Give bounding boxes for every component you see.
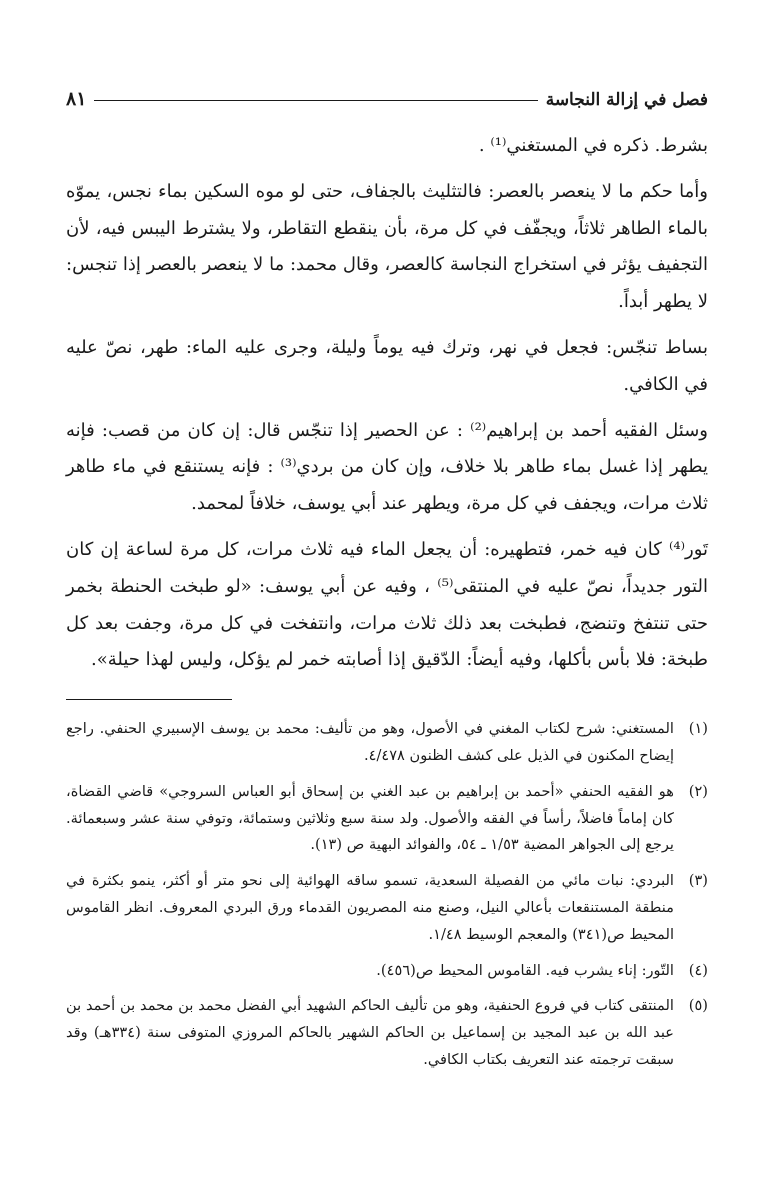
footnotes [66, 716, 708, 1074]
running-title: فصل في إزالة النجاسة [545, 90, 708, 110]
footnote-number: (١) [688, 720, 708, 738]
footnote [66, 958, 708, 985]
paragraph: وسئل الفقيه أحمد بن إبراهيم⁽²⁾ : عن الحصير إذا تنجّس قال: إن كان من قصب: فإنه يطهر إذا غسل بماء طاهر بلا خلاف، وإن كان من بردي⁽³⁾ : فإنه يستنقع في ماء طاهر ثلاث مرات، ويجفف في كل مرة، ويطهر عند أبي يوسف، خلافاً لمحمد. [66, 419, 708, 515]
footnote-text: المنتقى كتاب في فروع الحنفية، وهو من تأليف الحاكم الشهيد أبي الفضل محمد بن محمد بن أحمد بن عبد الله بن عبد المجيد بن إسماعيل بن الحاكم الشهير بالحاكم المروزي المتوفى سنة (٣٣٤هـ) وقد سبقت ترجمته عند التعريف بكتاب الكافي. [66, 997, 674, 1068]
footnote [66, 868, 708, 948]
footnote-text: هو الفقيه الحنفي «أحمد بن إبراهيم بن عبد الغني بن إسحاق أبو العباس السروجي» قاضي القضاة، كان إماماً فاضلاً، رأساً في الفقه والأصول. ولد سنة سبع وثلاثين وستمائة، وتوفي سنة عشر وسبعمائة. يرجع إلى الجواهر المضية ١/٥٣ ـ ٥٤، والفوائد البهية ص (١٣). [66, 782, 674, 854]
main-text [66, 128, 708, 679]
footnote [66, 716, 708, 770]
footnote-number: (٢) [688, 782, 708, 800]
page-number: ٨١ [66, 88, 87, 110]
paragraph: بساط تنجّس: فجعل في نهر، وترك فيه يوماً وليلة، وجرى عليه الماء: طهر، نصّ عليه في الكافي. [66, 336, 708, 395]
paragraph: وأما حكم ما لا ينعصر بالعصر: فالتثليث بالجفاف، حتى لو موه السكين بماء نجس، يموّه بالماء الطاهر ثلاثاً، ويجفّف في كل مرة، بأن ينقطع التقاطر، ولا يشترط اليبس فيه، لأن التجفيف يؤثر في استخراج النجاسة كالعصر، وقال محمد: ما لا ينعصر بالعصر إذا تنجس: لا يطهر أبداً. [66, 180, 708, 313]
footnote-text: المستغني: شرح لكتاب المغني في الأصول، وهو من تأليف: محمد بن يوسف الإسبيري الحنفي. راجع إيضاح المكنون في الذيل على كشف الظنون ٤/٤٧٨. [66, 720, 674, 764]
footnote-separator [66, 699, 232, 700]
running-header [66, 88, 708, 114]
footnote [66, 779, 708, 859]
paragraph: تَور⁽⁴⁾ كان فيه خمر، فتطهيره: أن يجعل الماء فيه ثلاث مرات، كل مرة لساعة إن كان التور جديداً، نصّ عليه في المنتقى⁽⁵⁾ ، وفيه عن أبي يوسف: «لو طبخت الحنطة بخمر حتى تنتفخ وتنضج، فطبخت بعد ذلك ثلاث مرات، وانتفخت في كل مرة، وجفت بعد كل طبخة: فلا بأس بأكلها، وفيه أيضاً: الدّقيق إذا أصابته خمر لم يؤكل، وليس لهذا حيلة». [66, 538, 708, 671]
footnote-number: (٤) [688, 961, 708, 979]
footnote-text: البردي: نبات مائي من الفصيلة السعدية، تسمو ساقه الهوائية إلى نحو متر أو أكثر، ينمو بكثرة في منطقة المستنقعات بأعالي النيل، وصنع منه المصريون القدماء ورق البردي المعروف. انظر القاموس المحيط ص(٣٤١) والمعجم الوسيط ١/٤٨. [66, 872, 674, 943]
header-rule [94, 100, 537, 101]
footnote-number: (٣) [688, 872, 708, 890]
footnote-text: التّور: إناء يشرب فيه. القاموس المحيط ص(٤٥٦). [376, 961, 674, 979]
footnote [66, 993, 708, 1073]
footnote-number: (٥) [688, 997, 708, 1015]
paragraph: بشرط. ذكره في المستغني⁽¹⁾ . [478, 135, 708, 156]
